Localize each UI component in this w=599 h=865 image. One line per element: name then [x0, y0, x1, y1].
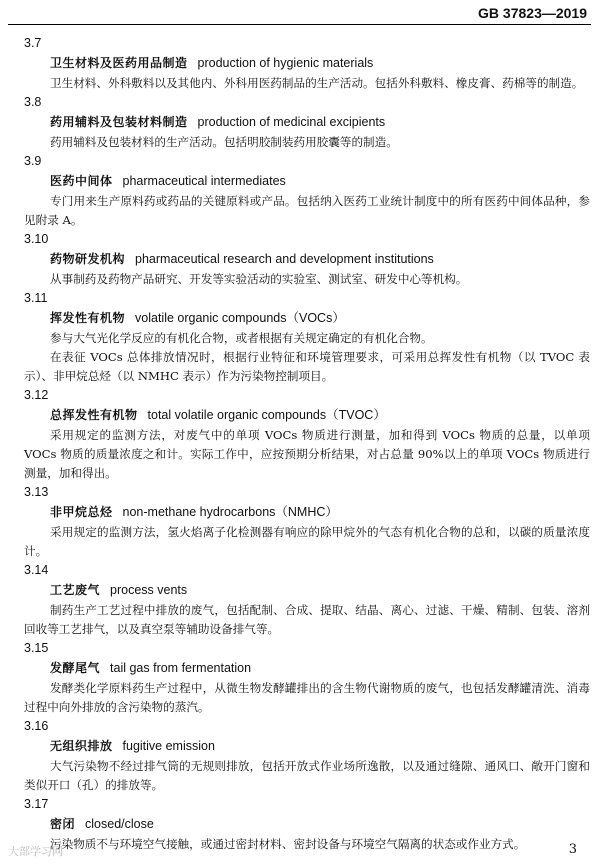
- term-definition: 参与大气光化学反应的有机化合物，或者根据有关规定确定的有机化合物。: [50, 331, 433, 345]
- term-number: 3.7: [24, 36, 42, 50]
- term-heading: [24, 309, 590, 329]
- term-chinese: 医药中间体: [50, 174, 113, 188]
- term-english: tail gas from fermentation: [110, 661, 252, 675]
- term-definition: 专门用来生产原料药或药品的关键原料或产品。包括纳入医药工业统计制度中的所有医药中间体品种，参见附录 A。: [24, 194, 590, 227]
- term-english: pharmaceutical research and development institutions: [135, 252, 434, 266]
- term-definition: 污染物质不与环境空气接触，或通过密封材料、密封设备与环境空气隔离的状态或作业方式。: [50, 837, 526, 851]
- term-english: volatile organic compounds（VOCs）: [135, 311, 345, 325]
- term-entry: [24, 639, 590, 717]
- term-heading: [24, 737, 590, 757]
- term-number: 3.10: [24, 232, 49, 246]
- term-heading: [24, 815, 590, 835]
- term-chinese: 非甲烷总烃: [50, 505, 113, 519]
- term-definition: 卫生材料、外科敷料以及其他内、外科用医药制品的生产活动。包括外科敷料、橡皮膏、药棉等的制造。: [50, 76, 584, 90]
- term-number: 3.16: [24, 719, 49, 733]
- term-chinese: 无组织排放: [50, 739, 113, 753]
- term-entry: [24, 717, 590, 795]
- term-chinese: 卫生材料及医药用品制造: [50, 56, 188, 70]
- standard-number: GB 37823—2019: [478, 5, 587, 21]
- term-english: total volatile organic compounds（TVOC）: [147, 408, 386, 422]
- terms-list: [24, 34, 590, 854]
- term-number: 3.17: [24, 797, 49, 811]
- term-entry: [24, 795, 590, 854]
- term-entry: [24, 386, 590, 483]
- term-heading: [24, 172, 590, 192]
- term-english: pharmaceutical intermediates: [122, 174, 286, 188]
- term-entry: [24, 34, 590, 93]
- term-number: 3.9: [24, 154, 42, 168]
- term-entry: [24, 152, 590, 230]
- term-heading: [24, 54, 590, 74]
- term-definition: 采用规定的监测方法，对废气中的单项 VOCs 物质进行测量，加和得到 VOCs 物质的总量，以单项 VOCs 物质的质量浓度之和计。实际工作中，应按预期分析结果，对占总量 90%以上的单项 VOCs 物质进行测量，加和得出。: [24, 428, 590, 480]
- term-chinese: 工艺废气: [50, 583, 101, 597]
- term-definition: 从事制药及药物产品研究、开发等实验活动的实验室、测试室、研发中心等机构。: [50, 272, 468, 286]
- term-entry: [24, 230, 590, 289]
- term-number: 3.13: [24, 485, 49, 499]
- term-entry: [24, 483, 590, 561]
- term-heading: [24, 581, 590, 601]
- term-chinese: 挥发性有机物: [50, 311, 126, 325]
- term-number: 3.15: [24, 641, 49, 655]
- page-number: 3: [568, 842, 577, 857]
- term-definition: 药用辅料及包装材料的生产活动。包括明胶制装药用胶囊等的制造。: [50, 135, 398, 149]
- term-definition: 大气污染物不经过排气筒的无规则排放，包括开放式作业场所逸散，以及通过缝隙、通风口、敞开门窗和类似开口（孔）的排放等。: [24, 759, 590, 792]
- term-number: 3.11: [24, 291, 48, 305]
- term-heading: [24, 250, 590, 270]
- term-definition: 制药生产工艺过程中排放的废气，包括配制、合成、提取、结晶、离心、过滤、干燥、精制、包装、溶剂回收等工艺排气，以及真空泵等辅助设备排气等。: [24, 603, 590, 636]
- term-english: production of hygienic materials: [197, 56, 374, 70]
- watermark: 大部学习网: [8, 845, 63, 858]
- term-heading: [24, 406, 590, 426]
- term-definition: 采用规定的监测方法，氢火焰离子化检测器有响应的除甲烷外的气态有机化合物的总和，以碳的质量浓度计。: [24, 525, 590, 558]
- header-rule: [8, 24, 591, 25]
- term-heading: [24, 503, 590, 523]
- term-number: 3.14: [24, 563, 49, 577]
- term-number: 3.8: [24, 95, 42, 109]
- term-chinese: 药物研发机构: [50, 252, 126, 266]
- term-chinese: 密闭: [50, 817, 76, 831]
- term-heading: [24, 113, 590, 133]
- term-number: 3.12: [24, 388, 49, 402]
- term-english: process vents: [110, 583, 188, 597]
- term-english: non-methane hydrocarbons（NMHC）: [122, 505, 338, 519]
- term-chinese: 总挥发性有机物: [50, 408, 138, 422]
- term-definition: 在表征 VOCs 总体排放情况时，根据行业特征和环境管理要求，可采用总挥发性有机物（以 TVOC 表示）、非甲烷总烃（以 NMHC 表示）作为污染物控制项目。: [24, 350, 590, 383]
- term-heading: [24, 659, 590, 679]
- term-chinese: 发酵尾气: [50, 661, 101, 675]
- term-entry: [24, 561, 590, 639]
- term-english: fugitive emission: [122, 739, 215, 753]
- term-english: closed/close: [85, 817, 154, 831]
- term-entry: [24, 93, 590, 152]
- term-chinese: 药用辅料及包装材料制造: [50, 115, 188, 129]
- term-entry: [24, 289, 590, 386]
- term-definition: 发酵类化学原料药生产过程中，从微生物发酵罐排出的含生物代谢物质的废气，也包括发酵罐清洗、消毒过程中向外排放的含污染物的蒸汽。: [24, 681, 590, 714]
- term-english: production of medicinal excipients: [197, 115, 386, 129]
